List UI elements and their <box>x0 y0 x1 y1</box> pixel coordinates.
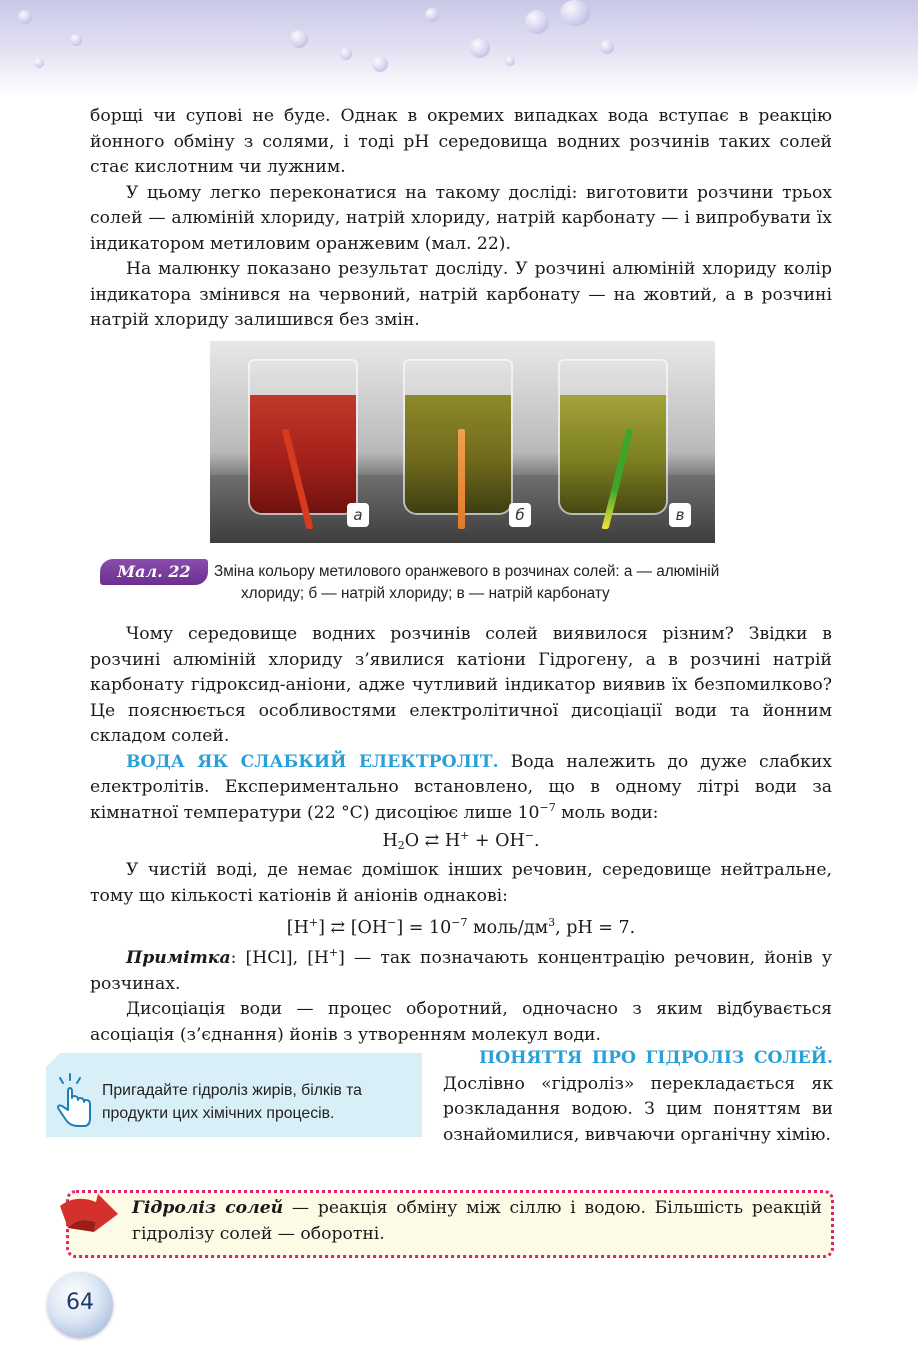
paragraph <box>90 750 832 827</box>
note-paragraph <box>90 946 832 997</box>
bubble-decoration <box>290 30 308 48</box>
subscript: 2 <box>397 839 405 852</box>
bubble-decoration <box>505 56 515 66</box>
body-text-2 <box>90 858 832 909</box>
intro-text <box>90 104 832 334</box>
formula-part: моль/дм <box>467 918 549 938</box>
caption-line-2: хлориду; б — натрій хлориду; в — натрій карбонату <box>241 585 610 602</box>
paragraph: На малюнку показано результат досліду. У розчині алюміній хлориду колір індикатора змінився на червоний, натрій карбонату — на жовтий, а в розчині натрій хлориду залишився без змін. <box>90 259 832 330</box>
bubble-decoration <box>525 10 549 34</box>
superscript: − <box>387 916 397 929</box>
formula-part: , pH = 7. <box>555 918 636 938</box>
note-label: Примітка <box>126 948 231 968</box>
paragraph: У чистій воді, де немає домішок інших речовин, середовище нейтральне, тому що кількості катіонів й аніонів однакові: <box>90 860 832 906</box>
bubble-decoration <box>34 58 44 68</box>
indicator-strip-b <box>458 429 465 529</box>
body-text-3 <box>90 946 832 1048</box>
section-heading: ВОДА ЯК СЛАБКИЙ ЕЛЕКТРОЛІТ. <box>126 751 499 772</box>
figure-label-a: а <box>347 503 369 527</box>
superscript: + <box>460 829 470 842</box>
hydrolysis-section <box>443 1046 833 1148</box>
paragraph: Чому середовище водних розчинів солей виявилося різним? Звідки в розчині алюміній хлориду з’явилися катіони Гідрогену, а в розчині натрій карбонату гідроксид-аніони, адже чутливий індикатор виявив їх безпомилково? Це пояснюється особливостями електролітичної дисоціації води та йонним складом солей. <box>90 624 832 746</box>
paragraph-text: Дослівно «гідроліз» перекладається як розкладання водою. З цим поняттям ви ознайомилися, вивчаючи органічну хімію. <box>443 1073 833 1145</box>
definition-body: — реакція обміну між сіллю і водою. Більшість реакцій гідролізу солей — оборотні. <box>132 1198 822 1244</box>
equation-neutral-water <box>90 915 832 941</box>
superscript: + <box>308 916 319 929</box>
definition-term: Гідроліз солей <box>132 1198 284 1218</box>
caption-line-1: Зміна кольору метилового оранжевого в розчинах солей: а — алюміній <box>214 563 720 580</box>
formula-part: ⇄ H <box>419 831 461 851</box>
formula-part: H <box>382 831 398 851</box>
arrow-ribbon-icon <box>58 1192 120 1242</box>
superscript: + <box>328 946 339 959</box>
bubble-decoration <box>470 38 490 58</box>
figure-caption <box>214 561 834 605</box>
reminder-box-corner <box>46 1053 60 1067</box>
figure-caption-tag: Мал. 22 <box>100 559 208 585</box>
formula-part: + OH <box>469 831 525 851</box>
section-heading: ПОНЯТТЯ ПРО ГІДРОЛІЗ СОЛЕЙ. <box>479 1048 833 1068</box>
header-decoration <box>0 0 918 96</box>
bubble-decoration <box>600 40 614 54</box>
paragraph: Дисоціація води — процес оборотний, одночасно з яким відбувається асоціація (з’єднання) йонів з утворенням молекул води. <box>90 999 832 1045</box>
formula-part: . <box>533 831 540 851</box>
formula-part: ] = 10 <box>396 918 452 938</box>
formula-part: O <box>404 831 420 851</box>
experiment-photo <box>210 341 715 543</box>
superscript: − <box>524 829 534 842</box>
paragraph-text: : [HCl], [H <box>230 948 329 968</box>
paragraph-text: ] — так позначають концентрацію речовин, йонів у розчинах. <box>90 948 832 994</box>
pointing-hand-icon <box>52 1070 96 1130</box>
bubble-decoration <box>70 34 82 46</box>
figure-label-c: в <box>669 503 691 527</box>
bubble-decoration <box>560 0 590 26</box>
reminder-text: Пригадайте гідроліз жирів, білків та продукти цих хімічних процесів. <box>102 1082 362 1122</box>
formula-part: ] ⇄ [OH <box>318 918 388 938</box>
body-text <box>90 622 832 826</box>
paragraph: борщі чи супові не буде. Однак в окремих випадках вода вступає в реакцію йонного обміну з солями, і тоді pH середовища водних розчинів таких солей стає кислотним чи лужним. <box>90 106 832 177</box>
paragraph-text: Вода належить до дуже слабких електролітів. Експериментально встановлено, що в одному літрі води за кімнатної температури (22 °C) дисоціює лише 10 <box>90 751 832 823</box>
page-number: 64 <box>66 1290 94 1315</box>
bubble-decoration <box>372 56 388 72</box>
paragraph-text: моль води: <box>555 802 659 823</box>
bubble-decoration <box>425 8 439 22</box>
bubble-decoration <box>18 10 32 24</box>
formula-part: [H <box>286 918 309 938</box>
superscript: 3 <box>548 916 556 929</box>
paragraph <box>443 1046 833 1148</box>
equation-water-dissociation <box>90 828 832 854</box>
paragraph: У цьому легко переконатися на такому досліді: виготовити розчини трьох солей — алюміній хлориду, натрій хлориду, натрій карбонату — і випробувати їх індикатором метиловим оранжевим (мал. 22). <box>90 182 832 254</box>
exponent: −7 <box>539 800 556 814</box>
superscript: −7 <box>451 916 468 929</box>
figure-label-b: б <box>509 503 531 527</box>
definition-text <box>132 1196 822 1247</box>
bubble-decoration <box>340 48 352 60</box>
